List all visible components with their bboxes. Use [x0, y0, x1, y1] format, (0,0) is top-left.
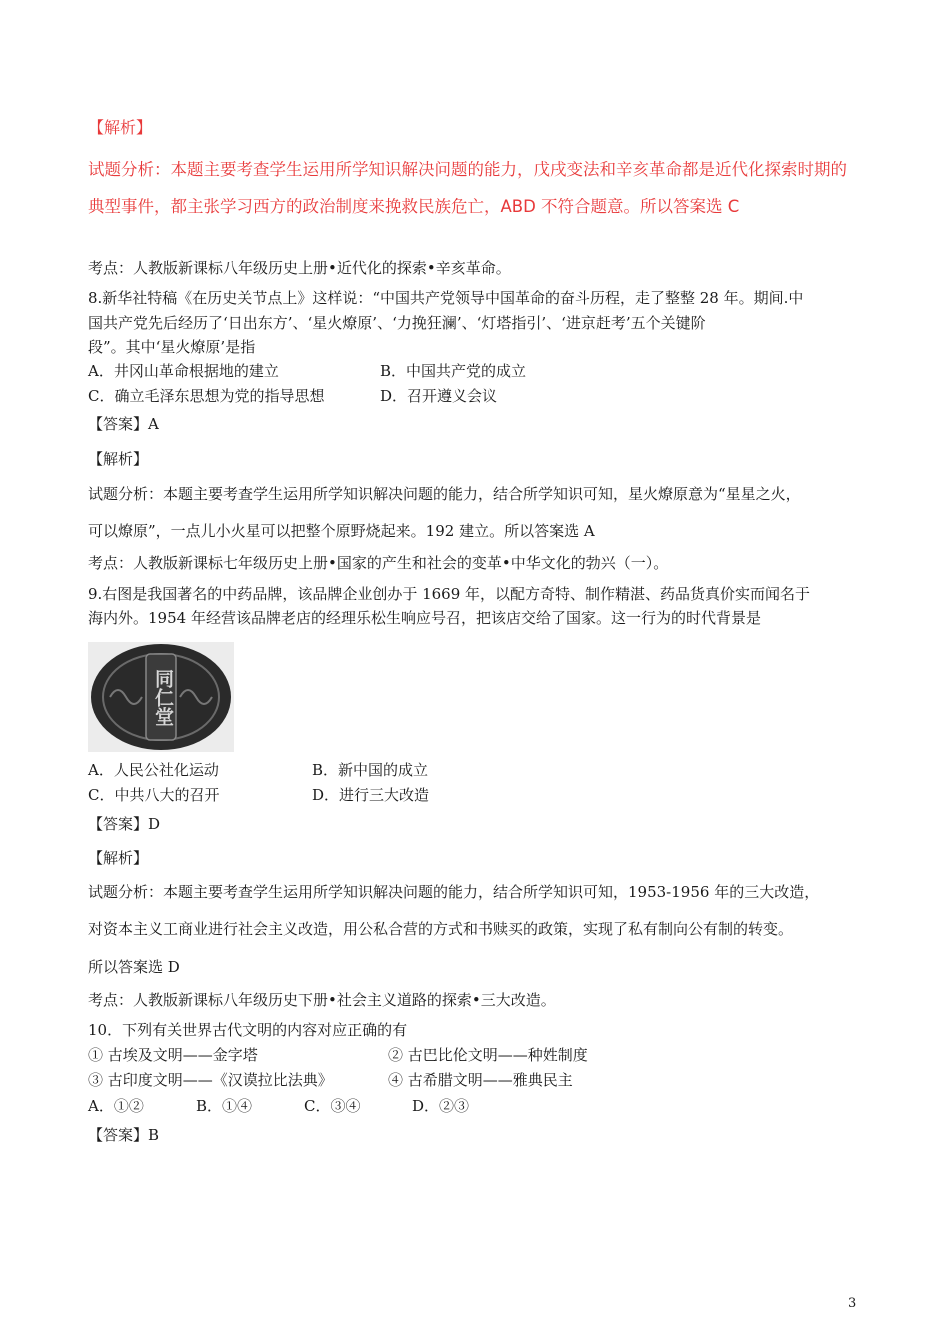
analysis-text: 试题分析：本题主要考查学生运用所学知识解决问题的能力，戊戌变法和辛亥革命都是近代化探索时期的	[88, 160, 847, 179]
option-c: C．确立毛泽东思想为党的指导思想	[88, 387, 325, 405]
answer: 【答案】D	[88, 815, 161, 833]
question-8-stem: 国共产党先后经历了‘日出东方’、‘星火燎原’、‘力挽狂澜’、‘灯塔指引’、‘进京赶考’五个关键阶	[88, 314, 706, 332]
analysis-text: 所以答案选 D	[88, 958, 180, 976]
knowledge-point: 考点：人教版新课标八年级历史上册•近代化的探索•辛亥革命。	[88, 259, 511, 277]
analysis-text: 试题分析：本题主要考查学生运用所学知识解决问题的能力，结合所学知识可知，星火燎原意为“星星之火，	[88, 485, 801, 503]
analysis-heading: 【解析】	[88, 450, 149, 468]
tongrentang-seal-image	[88, 642, 234, 752]
statement-2: ② 古巴比伦文明——种姓制度	[388, 1046, 588, 1064]
knowledge-point: 考点：人教版新课标七年级历史上册•国家的产生和社会的变革•中华文化的勃兴（一）。	[88, 554, 669, 572]
question-10-stem: 10．下列有关世界古代文明的内容对应正确的有	[88, 1021, 408, 1039]
option-d: D．进行三大改造	[312, 786, 430, 804]
analysis-text: 可以燎原”，一点儿小火星可以把整个原野烧起来。192 建立。所以答案选 A	[88, 522, 595, 540]
statement-4: ④ 古希腊文明——雅典民主	[388, 1071, 573, 1089]
question-8-stem: 8.新华社特稿《在历史关节点上》这样说：“中国共产党领导中国革命的奋斗历程，走了整整 28 年。期间.中	[88, 289, 804, 307]
option-c: C．③④	[304, 1097, 361, 1115]
option-a: A．井冈山革命根据地的建立	[88, 362, 279, 380]
seal-lettering: 同仁堂	[152, 668, 174, 726]
option-b: B．新中国的成立	[312, 761, 429, 779]
statement-3: ③ 古印度文明——《汉谟拉比法典》	[88, 1071, 333, 1089]
analysis-heading: 【解析】	[88, 118, 153, 137]
answer: 【答案】A	[88, 415, 159, 433]
option-d: D．召开遵义会议	[380, 387, 498, 405]
analysis-text: 对资本主义工商业进行社会主义改造，用公私合营的方式和书赎买的政策，实现了私有制向公有制的转变。	[88, 920, 794, 938]
analysis-text: 试题分析：本题主要考查学生运用所学知识解决问题的能力，结合所学知识可知，1953-1956 年的三大改造，	[88, 883, 820, 901]
question-9-stem: 海内外。1954 年经营该品牌老店的经理乐松生响应号召，把该店交给了国家。这一行为的时代背景是	[88, 609, 761, 627]
page-number: 3	[848, 1296, 857, 1311]
option-d: D．②③	[412, 1097, 470, 1115]
question-9-stem: 9.右图是我国著名的中药品牌，该品牌企业创办于 1669 年，以配方奇特、制作精湛、药品货真价实而闻名于	[88, 585, 811, 603]
question-8-stem: 段”。其中‘星火燎原’是指	[88, 338, 256, 356]
option-b: B．中国共产党的成立	[380, 362, 527, 380]
option-a: A．①②	[88, 1097, 144, 1115]
answer: 【答案】B	[88, 1126, 160, 1144]
knowledge-point: 考点：人教版新课标八年级历史下册•社会主义道路的探索•三大改造。	[88, 991, 556, 1009]
statement-1: ① 古埃及文明——金字塔	[88, 1046, 258, 1064]
option-a: A．人民公社化运动	[88, 761, 219, 779]
option-b: B．①④	[196, 1097, 253, 1115]
option-c: C．中共八大的召开	[88, 786, 220, 804]
analysis-text: 典型事件，都主张学习西方的政治制度来挽救民族危亡，ABD 不符合题意。所以答案选 C	[88, 197, 740, 216]
analysis-heading: 【解析】	[88, 849, 149, 867]
